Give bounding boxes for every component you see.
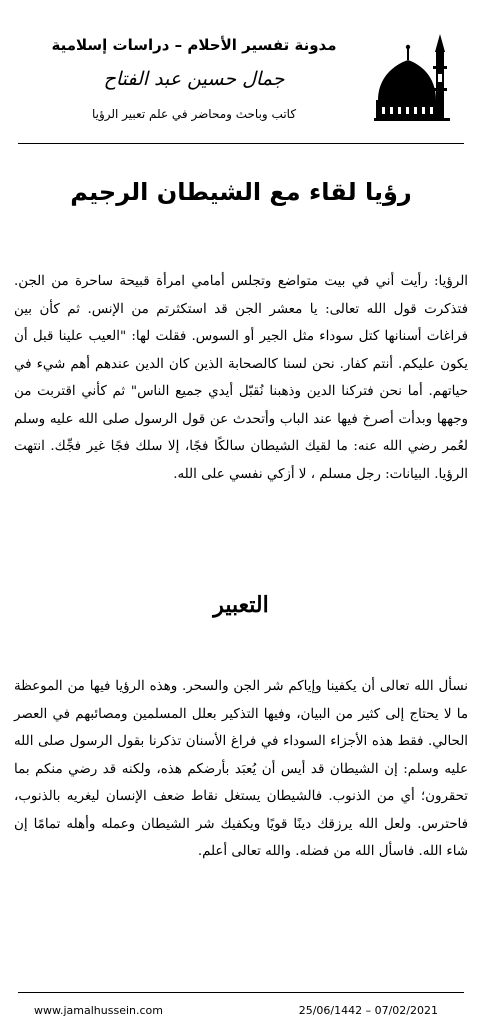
blog-title: مدونة تفسير الأحلام – دراسات إسلامية [51,36,337,54]
footer-url[interactable]: www.jamalhussein.com [34,1004,163,1017]
interpretation-heading: التعبير [213,592,269,618]
footer-divider [18,992,464,993]
author-description: كاتب وباحث ومحاضر في علم تعبير الرؤيا [91,107,297,121]
mosque-dome-icon [374,30,466,122]
header-divider [18,143,464,144]
interpretation-paragraph: نسأل الله تعالى أن يكفينا وإياكم شر الجن والسحر. وهذه الرؤيا فيها من الموعظة ما لا يحتاج إلى كثير من البيان، وفيها التذكير بعلل المسلمين ومصائبهم في العصر الحالي. فقط هذه الأجزاء السوداء في فراغ الأسنان تذكرنا بقول الرسول صلى الله عليه وسلم: إن الشيطان قد أيس أن يُعبَد بأرضكم هذه، ولكنه قد رضي منكم بما تحقرون؛ أي من الذنوب. فالشيطان يستغل نقاط ضعف الإنسان ليغريه بالذنوب، فاحترس. ولعل الله يرزقك دينًا قويًا ويكفيك شر الشيطان وعمله وأهله تمامًا إن شاء الله. فاسأل الله من فضله. والله تعالى أعلم. [14,679,468,859]
author-signature: جمال حسين عبد الفتاح [103,68,285,90]
footer-date: 25/06/1442 – 07/02/2021 [298,1004,438,1017]
article-title: رؤيا لقاء مع الشيطان الرجيم [70,178,412,206]
dream-paragraph: الرؤيا: رأيت أني في بيت متواضع وتجلس أمامي امرأة قبيحة ساحرة من الجن. فتذكرت قول الله تعالى: يا معشر الجن قد استكثرتم من الإنس. ثم كأن بين فراغات أسنانها كتل سوداء مثل الجير أو السوس. فقلت لها: "العيب علينا قبل أن يكون عليكم. أنتم كفار. نحن لسنا كالصحابة الذين كان الدين عندهم أهم شيء في حياتهم. أما نحن فتركنا الدين وذهبنا نُقبّل أيدي جميع الناس" ثم كأني اقتربت من وجهها وبدأت أصرخ فيها عند الباب وأتحدث عن قول الرسول صلى الله عليه وسلم لعُمر رضي الله عنه: ما لقيك الشيطان سالكًا فجًا، إلا سلك فجًا غير فجِّك. انتهت الرؤيا. البيانات: رجل مسلم ، لا أزكي نفسي على الله. [14,274,468,482]
page-header [0,0,482,142]
